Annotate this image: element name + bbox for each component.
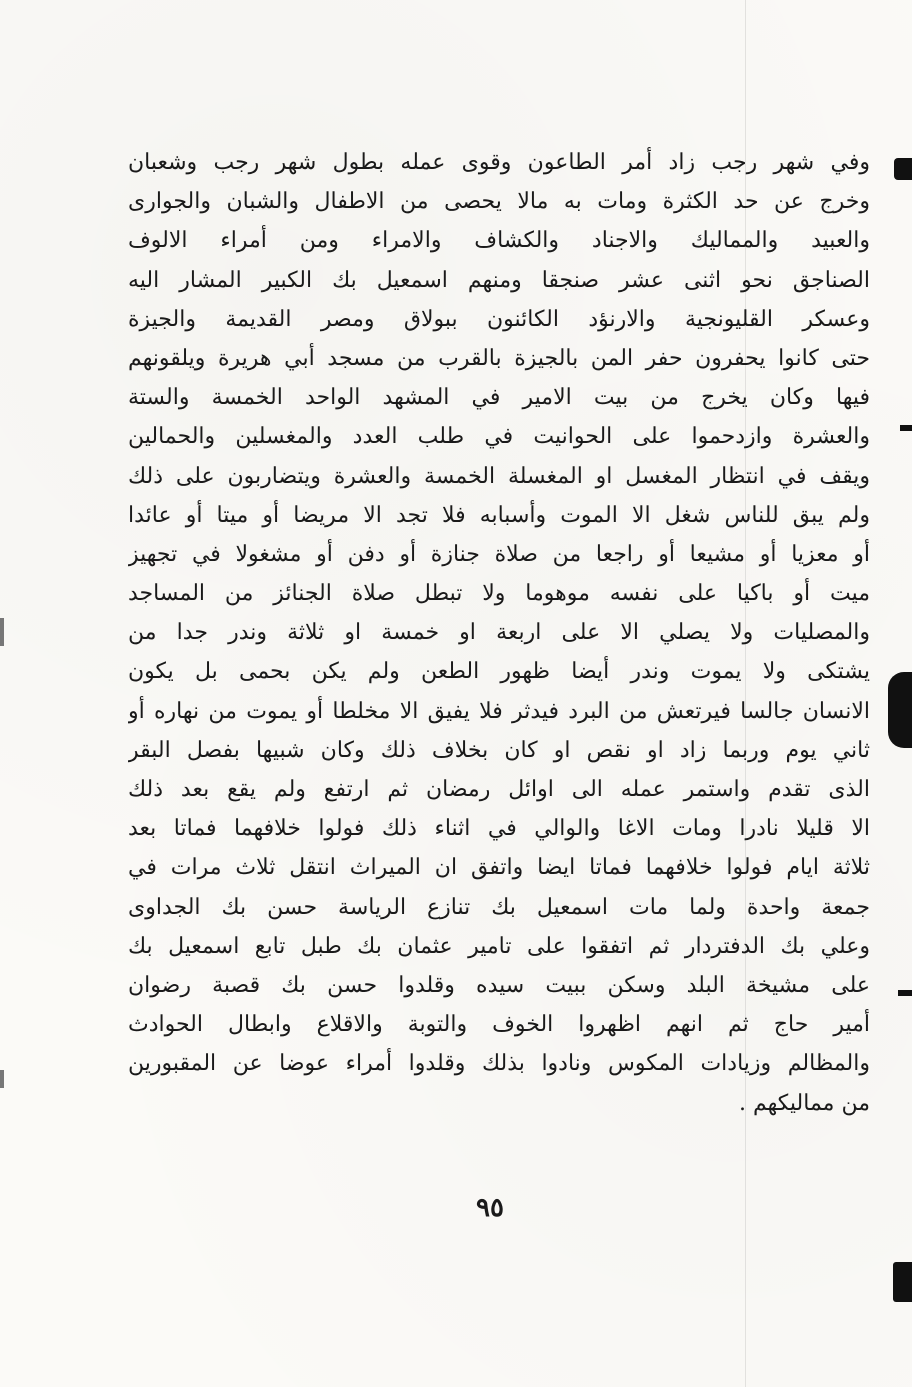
scan-edge-mark bbox=[0, 618, 4, 646]
text-line: أمير حاج ثم انهم اظهروا الخوف والتوبة والاقلاع وابطال الحوادث bbox=[128, 1012, 870, 1038]
text-line-last: من مماليكهم . bbox=[739, 1090, 870, 1116]
text-line: والمصليات ولا يصلي الا على اربعة او خمسة او ثلاثة وندر جدا من bbox=[128, 620, 870, 646]
text-line: والمظالم وزيادات المكوس ونادوا بذلك وقلدوا أمراء عوضا عن المقبورين bbox=[128, 1051, 870, 1077]
text-line: الانسان جالسا فيرتعش من البرد فيدثر فلا يفيق الا مخلطا أو يموت من نهاره أو bbox=[128, 698, 870, 724]
text-line: والعبيد والمماليك والاجناد والكشاف والامراء ومن أمراء الالوف bbox=[128, 228, 870, 254]
text-line: وخرج عن حد الكثرة ومات به مالا يحصى من الاطفال والشبان والجوارى bbox=[128, 189, 870, 215]
text-line: والعشرة وازدحموا على الحوانيت في طلب العدد والمغسلين والحمالين bbox=[128, 424, 870, 450]
binding-mark bbox=[898, 990, 912, 996]
text-line: الذى تقدم واستمر عمله الى اوائل رمضان ثم ارتفع ولم يقع بعد ذلك bbox=[128, 777, 870, 802]
text-line: وفي شهر رجب زاد أمر الطاعون وقوى عمله بطول شهر رجب وشعبان bbox=[128, 150, 870, 175]
text-line: ولم يبق للناس شغل الا الموت وأسبابه فلا تجد الا مريضا أو ميتا أو عائدا bbox=[128, 502, 870, 528]
text-line: الصناجق نحو اثنى عشر صنجقا ومنهم اسمعيل بك الكبير المشار اليه bbox=[128, 267, 870, 293]
text-line: ميت أو باكيا على نفسه موهوما ولا تبطل صلاة الجنائز من المساجد bbox=[128, 581, 870, 607]
text-line: على مشيخة البلد وسكن ببيت سيده وقلدوا حسن بك قصبة رضوان bbox=[128, 972, 870, 998]
text-line: ثلاثة ايام فولوا خلافهما فماتا ايضا واتفق ان الميراث انتقل ثلاث مرات في bbox=[128, 855, 870, 881]
binding-mark bbox=[893, 1262, 912, 1302]
text-line: وعلي بك الدفتردار ثم اتفقوا على تامير عثمان بك طبل تابع اسمعيل بك bbox=[128, 933, 870, 959]
scan-edge-mark bbox=[0, 1070, 4, 1088]
text-line: ثاني يوم وربما زاد او نقص او كان بخلاف ذلك وكان شبيها بفصل البقر bbox=[128, 737, 870, 763]
page-number: ٩٥ bbox=[476, 1193, 504, 1223]
text-line: وعسكر القليونجية والارنؤد الكائنون ببولاق ومصر القديمة والجيزة bbox=[128, 306, 870, 332]
text-line: أو معزيا أو مشيعا أو راجعا من صلاة جنازة أو دفن أو مشغولا في تجهيز bbox=[128, 541, 870, 567]
text-line: حتى كانوا يحفرون حفر المن بالجيزة بالقرب من مسجد أبي هريرة ويلقونهم bbox=[128, 345, 870, 371]
body-text bbox=[128, 143, 870, 1123]
text-line: جمعة واحدة ولما مات اسمعيل بك تنازع الرياسة حسن بك الجداوى bbox=[128, 894, 870, 920]
text-line: يشتكى ولا يموت وندر أيضا ظهور الطعن ولم يكن بحمى بل يكون bbox=[128, 659, 870, 685]
binding-mark bbox=[900, 425, 912, 431]
text-line: الا قليلا نادرا ومات الاغا والوالي في اثناء ذلك فولوا خلافهما فماتا بعد bbox=[128, 816, 870, 842]
text-line: فيها وكان يخرج من بيت الامير في المشهد الواحد الخمسة والستة bbox=[128, 385, 870, 411]
text-line: ويقف في انتظار المغسل او المغسلة الخمسة والعشرة ويتضاربون على ذلك bbox=[128, 463, 870, 489]
binding-mark bbox=[894, 158, 912, 180]
binding-mark bbox=[888, 672, 912, 748]
